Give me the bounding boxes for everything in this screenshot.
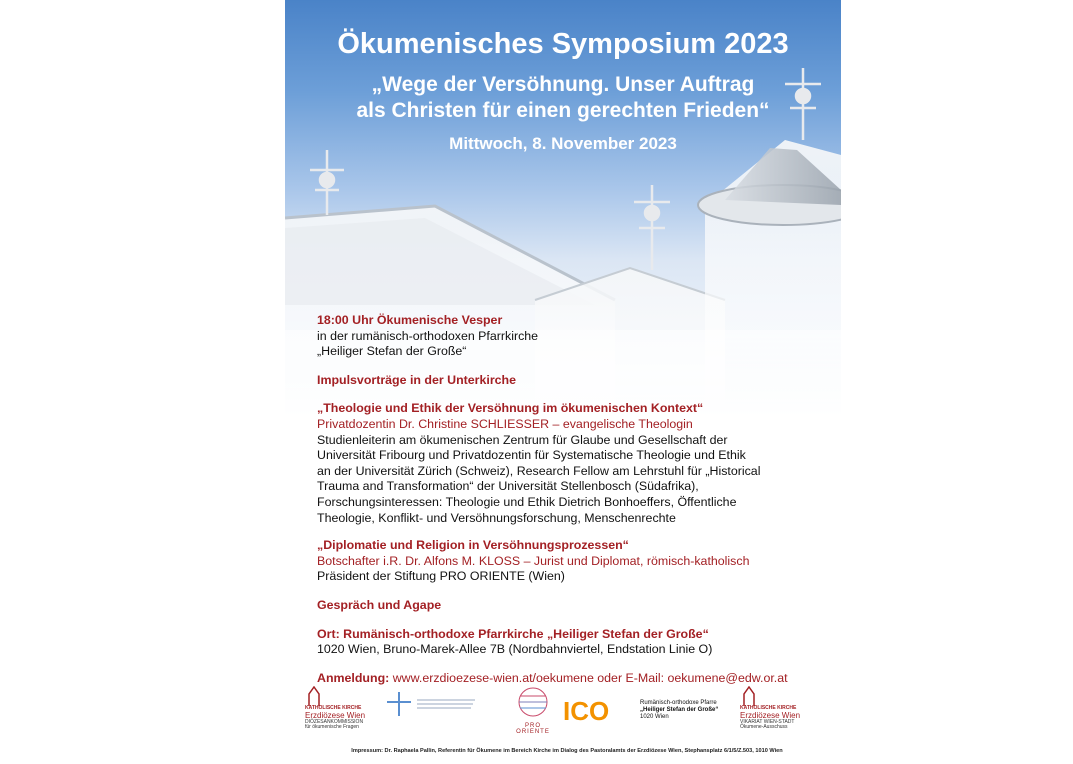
talk1-bio-line: an der Universität Zürich (Schweiz), Research Fellow am Lehrstuhl für „Historical <box>317 463 761 478</box>
church-icon <box>742 686 756 706</box>
location-label: Ort: Rumänisch-orthodoxe Pfarrkirche „Heiliger Stefan der Große“ <box>317 626 709 641</box>
logo-text: Erzdiözese Wien <box>305 710 366 720</box>
logo-erzdioezese-kommission <box>305 686 375 736</box>
location-address: 1020 Wien, Bruno-Marek-Allee 7B (Nordbahnviertel, Endstation Linie O) <box>317 642 713 657</box>
logo-text: „Heiliger Stefan der Große“ <box>640 707 719 713</box>
logo-pfarre <box>640 686 750 736</box>
logo-text: KATHOLISCHE KIRCHE <box>305 705 362 711</box>
talk2-title: „Diplomatie und Religion in Versöhnungsprozessen“ <box>317 538 629 553</box>
registration-label: Anmeldung: <box>317 670 390 685</box>
logo-text: Erzdiözese Wien <box>740 710 801 720</box>
logo-text: für ökumenische Fragen <box>305 724 359 730</box>
event-date: Mittwoch, 8. November 2023 <box>449 134 677 153</box>
vesper-line: „Heiliger Stefan der Große“ <box>317 344 467 359</box>
page-title: Ökumenisches Symposium 2023 <box>337 28 789 60</box>
church-icon <box>307 686 321 706</box>
logo-pro-oriente <box>513 686 553 736</box>
logo-oekumenischer-rat <box>385 686 480 736</box>
logo-text: 1020 Wien <box>640 714 669 720</box>
program <box>317 313 817 686</box>
vesper-line: in der rumänisch-orthodoxen Pfarrkirche <box>317 328 539 343</box>
cross-logo-icon <box>385 686 480 716</box>
logo-text: VIKARIAT WIEN-STADT <box>740 718 795 725</box>
talk1-bio-line: Forschungsinteressen: Theologie und Ethik Dietrich Bonhoeffers, Öffentliche <box>317 494 737 509</box>
logo-text: ICO <box>563 696 610 726</box>
agape-heading: Gespräch und Agape <box>317 597 442 612</box>
talk2-bio: Präsident der Stiftung PRO ORIENTE (Wien) <box>317 569 565 584</box>
talk1-bio-line: Universität Fribourg und Privatdozentin für Systematische Theologie und Ethik <box>317 448 746 463</box>
talk1-bio-line: Studienleiterin am ökumenischen Zentrum für Glaube und Gesellschaft der <box>317 432 728 447</box>
talk1-bio-line: Theologie, Konflikt- und Versöhnungsforschung, Menschenrechte <box>317 510 676 525</box>
subtitle <box>285 72 841 124</box>
logo-text: DIÖZESANKOMMISSION <box>305 718 364 725</box>
talk1-speaker: Privatdozentin Dr. Christine SCHLIESSER – evangelische Theologin <box>317 416 693 431</box>
cross-icon-center <box>634 185 670 270</box>
logo-text: Ökumene-Ausschuss <box>740 724 788 730</box>
subtitle-line: als Christen für einen gerechten Frieden“ <box>356 99 770 122</box>
globe-icon <box>517 686 549 718</box>
registration <box>317 671 817 687</box>
impressum: Impressum: Dr. Raphaela Pallin, Referentin für Ökumene im Bereich Kirche im Dialog des Pastoralamts der Erzdiözese Wien, Stephansplatz 6/1/5/Z.503, 1010 Wien <box>351 748 783 754</box>
logo-text: KATHOLISCHE KIRCHE <box>740 705 797 711</box>
logo-text: PRO ORIENTE <box>516 723 550 735</box>
vesper-heading: 18:00 Uhr Ökumenische Vesper <box>317 313 503 327</box>
talk1-title: „Theologie und Ethik der Versöhnung im ökumenischen Kontext“ <box>317 401 704 416</box>
logo-ico <box>563 686 613 736</box>
subtitle-line: „Wege der Versöhnung. Unser Auftrag <box>371 73 755 96</box>
poster <box>285 0 841 764</box>
logo-vikariat <box>740 686 815 736</box>
talk1-bio-line: Trauma and Transformation“ der Universität Stellenbosch (Südafrika), <box>317 479 699 494</box>
impulse-heading: Impulsvorträge in der Unterkirche <box>317 372 516 387</box>
logo-strip <box>305 686 825 736</box>
registration-link[interactable]: www.erzdioezese-wien.at/oekumene oder E-Mail: oekumene@edw.or.at <box>389 670 788 685</box>
logo-text: Rumänisch-orthodoxe Pfarre <box>640 700 717 706</box>
talk2-speaker: Botschafter i.R. Dr. Alfons M. KLOSS – Jurist und Diplomat, römisch-katholisch <box>317 553 750 568</box>
cross-icon-left <box>310 150 344 215</box>
